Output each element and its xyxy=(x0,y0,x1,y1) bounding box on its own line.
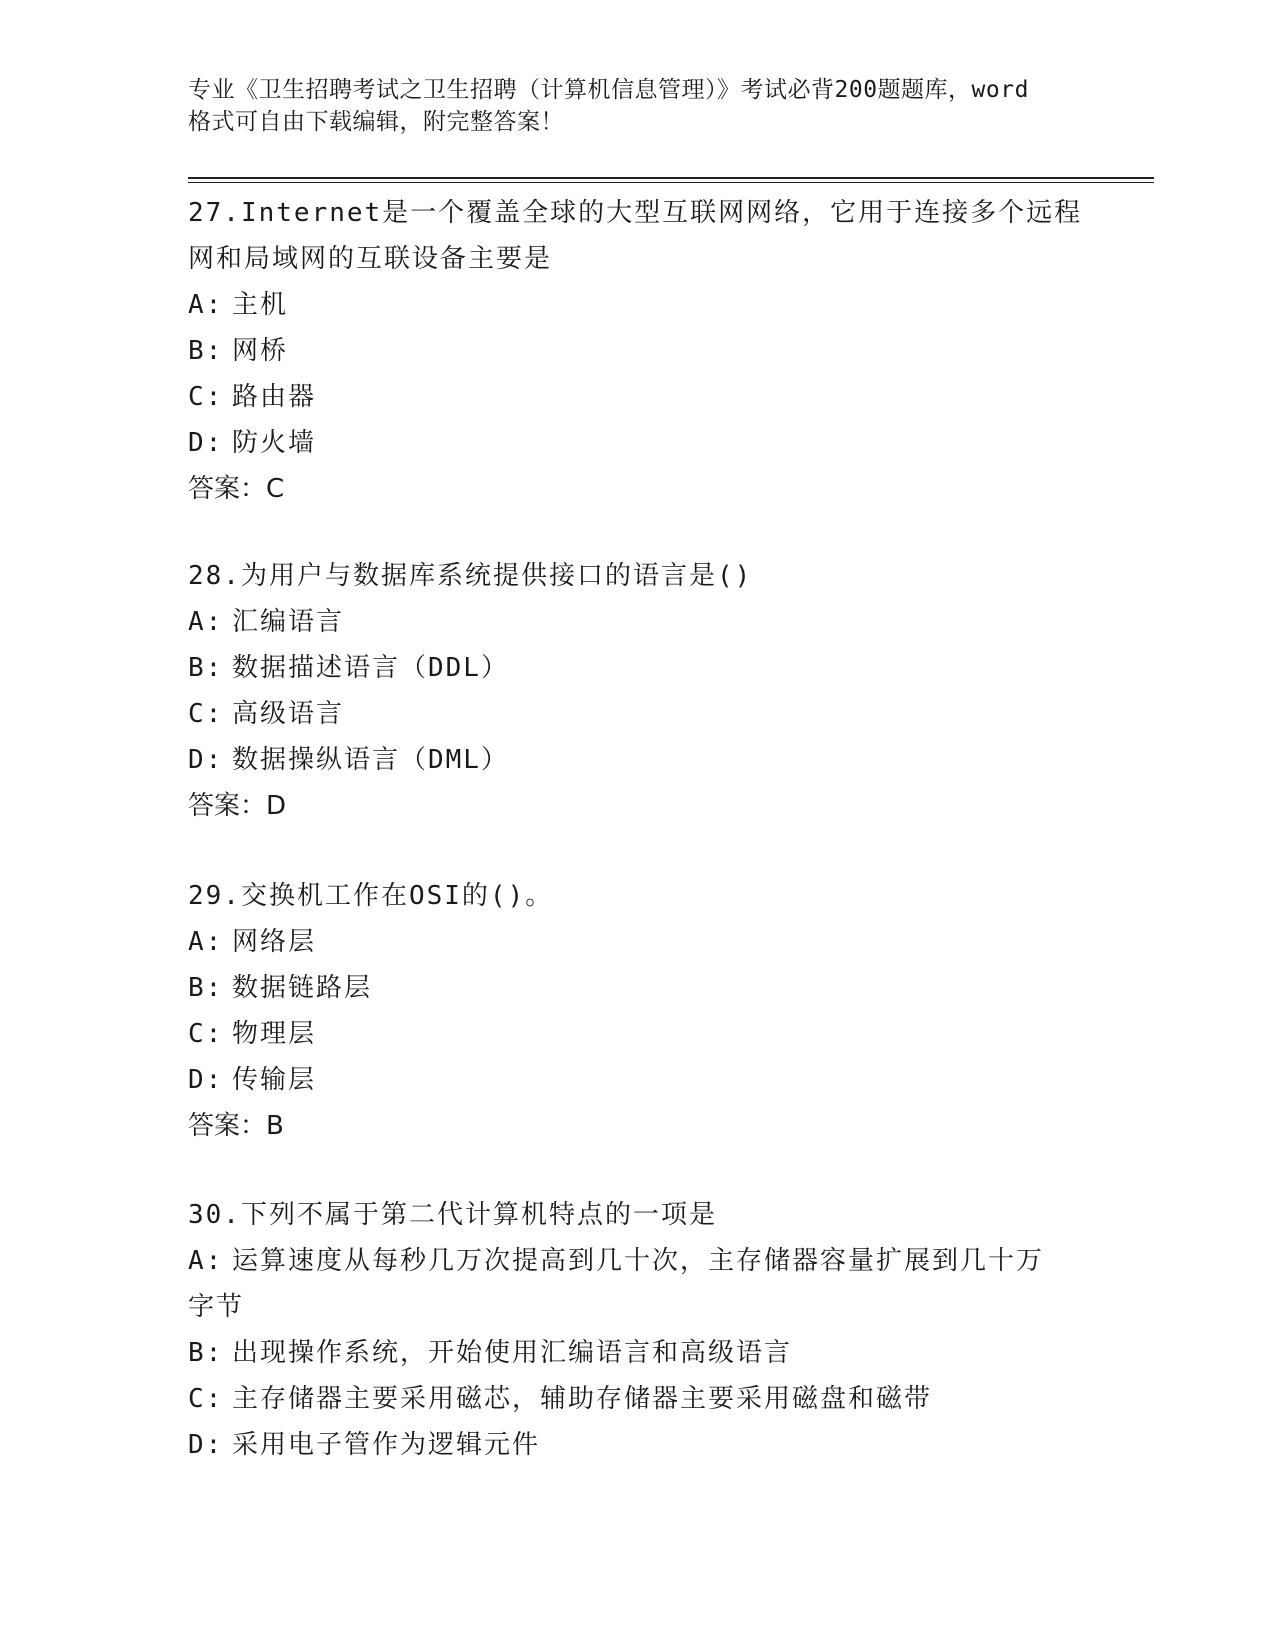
option-key: B: xyxy=(188,653,224,683)
option-text: 数据描述语言（DDL） xyxy=(232,653,509,683)
option-a xyxy=(188,1238,1088,1284)
option-a-continuation: 字节 xyxy=(188,1292,245,1322)
option-text: 运算速度从每秒几万次提高到几十次，主存储器容量扩展到几十万 xyxy=(232,1246,1045,1276)
option-text: 主机 xyxy=(232,290,289,320)
option-text: 网络层 xyxy=(232,927,317,957)
option-key: C: xyxy=(188,1384,224,1414)
option-a xyxy=(188,919,1088,965)
question-28 xyxy=(188,553,1088,829)
question-stem: 28.为用户与数据库系统提供接口的语言是() xyxy=(188,561,753,591)
option-key: A: xyxy=(188,290,224,320)
option-text: 防火墙 xyxy=(232,428,317,458)
option-text: 主存储器主要采用磁芯，辅助存储器主要采用磁盘和磁带 xyxy=(232,1384,933,1414)
document-header xyxy=(188,74,1088,138)
option-text: 路由器 xyxy=(232,382,317,412)
header-line-1: 专业《卫生招聘考试之卫生招聘（计算机信息管理）》考试必背200题题库，word xyxy=(188,77,1029,103)
option-b xyxy=(188,328,1088,374)
header-divider-bottom xyxy=(188,182,1154,183)
option-b xyxy=(188,1330,1088,1376)
question-stem: 30.下列不属于第二代计算机特点的一项是 xyxy=(188,1200,717,1230)
option-key: C: xyxy=(188,382,224,412)
option-key: B: xyxy=(188,336,224,366)
option-a xyxy=(188,282,1088,328)
option-a xyxy=(188,599,1088,645)
question-stem-continuation: 网和局域网的互联设备主要是 xyxy=(188,244,553,274)
option-key: A: xyxy=(188,1246,224,1276)
answer-label: 答案：B xyxy=(188,1111,284,1141)
option-key: C: xyxy=(188,699,224,729)
question-30 xyxy=(188,1192,1088,1468)
option-key: D: xyxy=(188,1065,224,1095)
option-key: B: xyxy=(188,973,224,1003)
option-d xyxy=(188,1422,1088,1468)
option-b xyxy=(188,965,1088,1011)
option-key: D: xyxy=(188,745,224,775)
header-divider-top xyxy=(188,177,1154,179)
question-stem: 27.Internet是一个覆盖全球的大型互联网网络，它用于连接多个远程 xyxy=(188,198,1083,228)
option-text: 数据操纵语言（DML） xyxy=(232,745,509,775)
option-key: D: xyxy=(188,1430,224,1460)
answer-label: 答案：D xyxy=(188,791,287,821)
option-b xyxy=(188,645,1088,691)
option-text: 物理层 xyxy=(232,1019,317,1049)
option-text: 出现操作系统，开始使用汇编语言和高级语言 xyxy=(232,1338,793,1368)
answer-label: 答案：C xyxy=(188,474,285,504)
option-d xyxy=(188,1057,1088,1103)
header-line-2: 格式可自由下载编辑，附完整答案！ xyxy=(188,109,564,135)
option-text: 网桥 xyxy=(232,336,289,366)
question-29 xyxy=(188,873,1088,1149)
option-c xyxy=(188,374,1088,420)
option-text: 传输层 xyxy=(232,1065,317,1095)
option-text: 采用电子管作为逻辑元件 xyxy=(232,1430,541,1460)
option-c xyxy=(188,1376,1088,1422)
option-key: B: xyxy=(188,1338,224,1368)
question-27 xyxy=(188,190,1088,512)
option-text: 汇编语言 xyxy=(232,607,345,637)
option-d xyxy=(188,420,1088,466)
option-c xyxy=(188,691,1088,737)
option-key: D: xyxy=(188,428,224,458)
option-key: A: xyxy=(188,927,224,957)
option-key: C: xyxy=(188,1019,224,1049)
option-key: A: xyxy=(188,607,224,637)
question-stem: 29.交换机工作在OSI的()。 xyxy=(188,881,554,911)
option-c xyxy=(188,1011,1088,1057)
option-text: 数据链路层 xyxy=(232,973,373,1003)
option-d xyxy=(188,737,1088,783)
option-text: 高级语言 xyxy=(232,699,345,729)
